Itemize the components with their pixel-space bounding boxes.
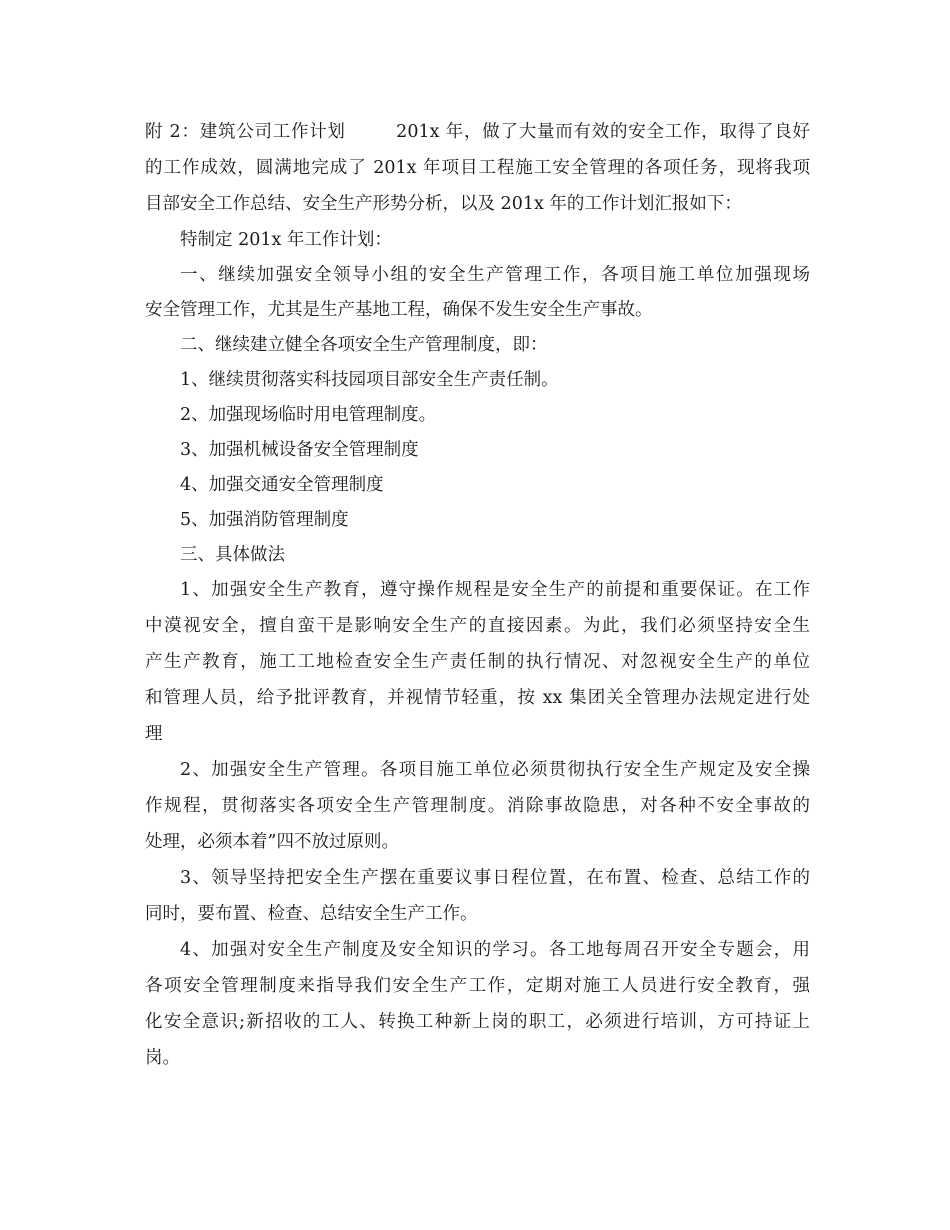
- text-line: 作规程，贯彻落实各项安全生产管理制度。消除事故隐患，对各种不安全事故的: [145, 796, 810, 816]
- text-line: 附 2：建筑公司工作计划 201x 年，做了大量而有效的安全工作，取得了良好: [145, 122, 810, 142]
- text-line: 4、加强对安全生产制度及安全知识的学习。各工地每周召开安全专题会，用: [180, 940, 810, 960]
- text-line: 同时，要布置、检查、总结安全生产工作。: [145, 904, 478, 924]
- text-line: 处理，必须本着”四不放过原则。: [145, 832, 399, 852]
- text-line: 的工作成效，圆满地完成了 201x 年项目工程施工安全管理的各项任务，现将我项: [145, 158, 810, 178]
- text-line: 1、继续贯彻落实科技园项目部安全生产责任制。: [180, 370, 559, 390]
- text-line: 安全管理工作，尤其是生产基地工程，确保不发生安全生产事故。: [145, 300, 653, 320]
- text-line: 理: [145, 724, 163, 744]
- text-line: 化安全意识;新招收的工人、转换工种新上岗的职工，必须进行培训，方可持证上: [145, 1012, 810, 1032]
- text-line: 特制定 201x 年工作计划：: [180, 230, 392, 250]
- text-line: 二、继续建立健全各项安全生产管理制度，即：: [180, 335, 548, 355]
- text-line: 3、领导坚持把安全生产摆在重要议事日程位置，在布置、检查、总结工作的: [180, 868, 810, 888]
- text-line: 中漠视安全，擅自蛮干是影响安全生产的直接因素。为此，我们必须坚持安全生: [145, 616, 810, 636]
- text-line: 2、加强安全生产管理。各项目施工单位必须贯彻执行安全生产规定及安全操: [180, 760, 810, 780]
- text-line: 三、具体做法: [180, 545, 285, 565]
- text-line: 岗。: [145, 1048, 180, 1068]
- text-line: 产生产教育，施工工地检查安全生产责任制的执行情况、对忽视安全生产的单位: [145, 652, 810, 672]
- text-line: 目部安全工作总结、安全生产形势分析，以及 201x 年的工作计划汇报如下：: [145, 194, 742, 214]
- text-line: 2、加强现场临时用电管理制度。: [180, 405, 437, 425]
- text-line: 4、加强交通安全管理制度: [180, 475, 384, 495]
- text-line: 一、继续加强安全领导小组的安全生产管理工作，各项目施工单位加强现场: [180, 265, 810, 285]
- text-line: 和管理人员，给予批评教育，并视情节轻重，按 xx 集团关全管理办法规定进行处: [145, 688, 810, 708]
- text-line: 各项安全管理制度来指导我们安全生产工作，定期对施工人员进行安全教育，强: [145, 976, 810, 996]
- text-line: 1、加强安全生产教育，遵守操作规程是安全生产的前提和重要保证。在工作: [180, 580, 810, 600]
- text-line: 5、加强消防管理制度: [180, 510, 349, 530]
- text-line: 3、加强机械设备安全管理制度: [180, 440, 419, 460]
